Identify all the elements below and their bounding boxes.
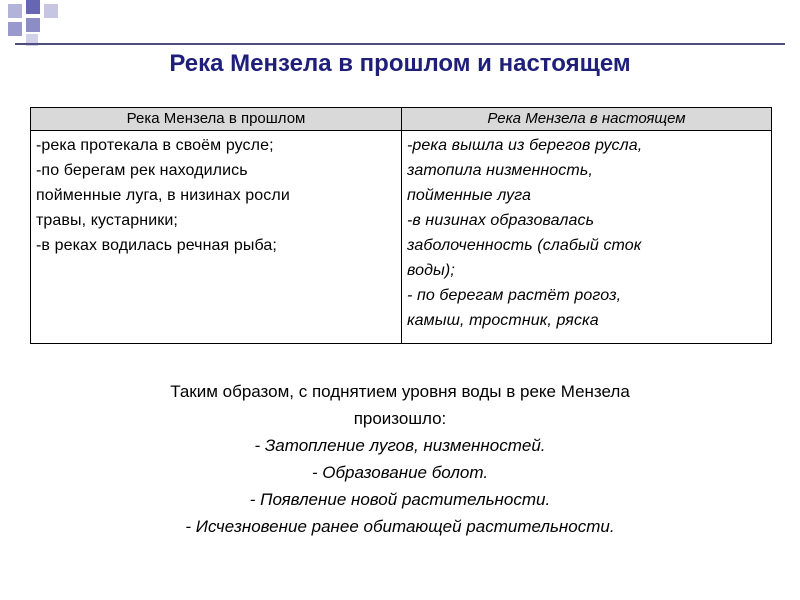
list-item: заболоченность (слабый сток [407,237,642,254]
summary-item: - Затопление лугов, низменностей. [254,436,546,455]
past-cell [31,131,402,344]
list-item: -в низинах образовалась [407,212,595,229]
table-row [31,131,772,344]
present-cell [402,131,772,344]
list-item: пойменные луга, в низинах росли [36,187,290,204]
list-item: пойменные луга [407,187,532,204]
list-item: -по берегам рек находились [36,162,248,179]
list-item: камыш, тростник, ряска [407,312,599,329]
decor-square [8,22,22,36]
table-header-row [31,108,772,131]
summary-intro-cont: произошло: [353,409,447,428]
list-item: воды); [407,262,455,279]
summary-item: - Образование болот. [311,463,489,482]
slide-title: Река Мензела в прошлом и настоящем [169,50,631,77]
decor-square [8,4,22,18]
comparison-table [30,107,772,344]
list-item: -в реках водилась речная рыба; [36,237,277,254]
list-item: -река вышла из берегов русла, [407,137,643,154]
list-item: затопила низменность, [407,162,593,179]
header-present: Река Мензела в настоящем [402,108,772,131]
decor-square [44,4,58,18]
decor-square [26,0,40,14]
summary-block [60,378,740,540]
list-item: травы, кустарники; [36,212,178,229]
title-rule [15,43,785,45]
summary-intro: Таким образом, с поднятием уровня воды в реке Мензела [170,382,630,401]
summary-item: - Появление новой растительности. [249,490,551,509]
header-past: Река Мензела в прошлом [31,108,402,131]
list-item: - по берегам растёт рогоз, [407,287,622,304]
decor-square [26,18,40,32]
list-item: -река протекала в своём русле; [36,137,274,154]
summary-item: - Исчезновение ранее обитающей растительности. [185,517,615,536]
